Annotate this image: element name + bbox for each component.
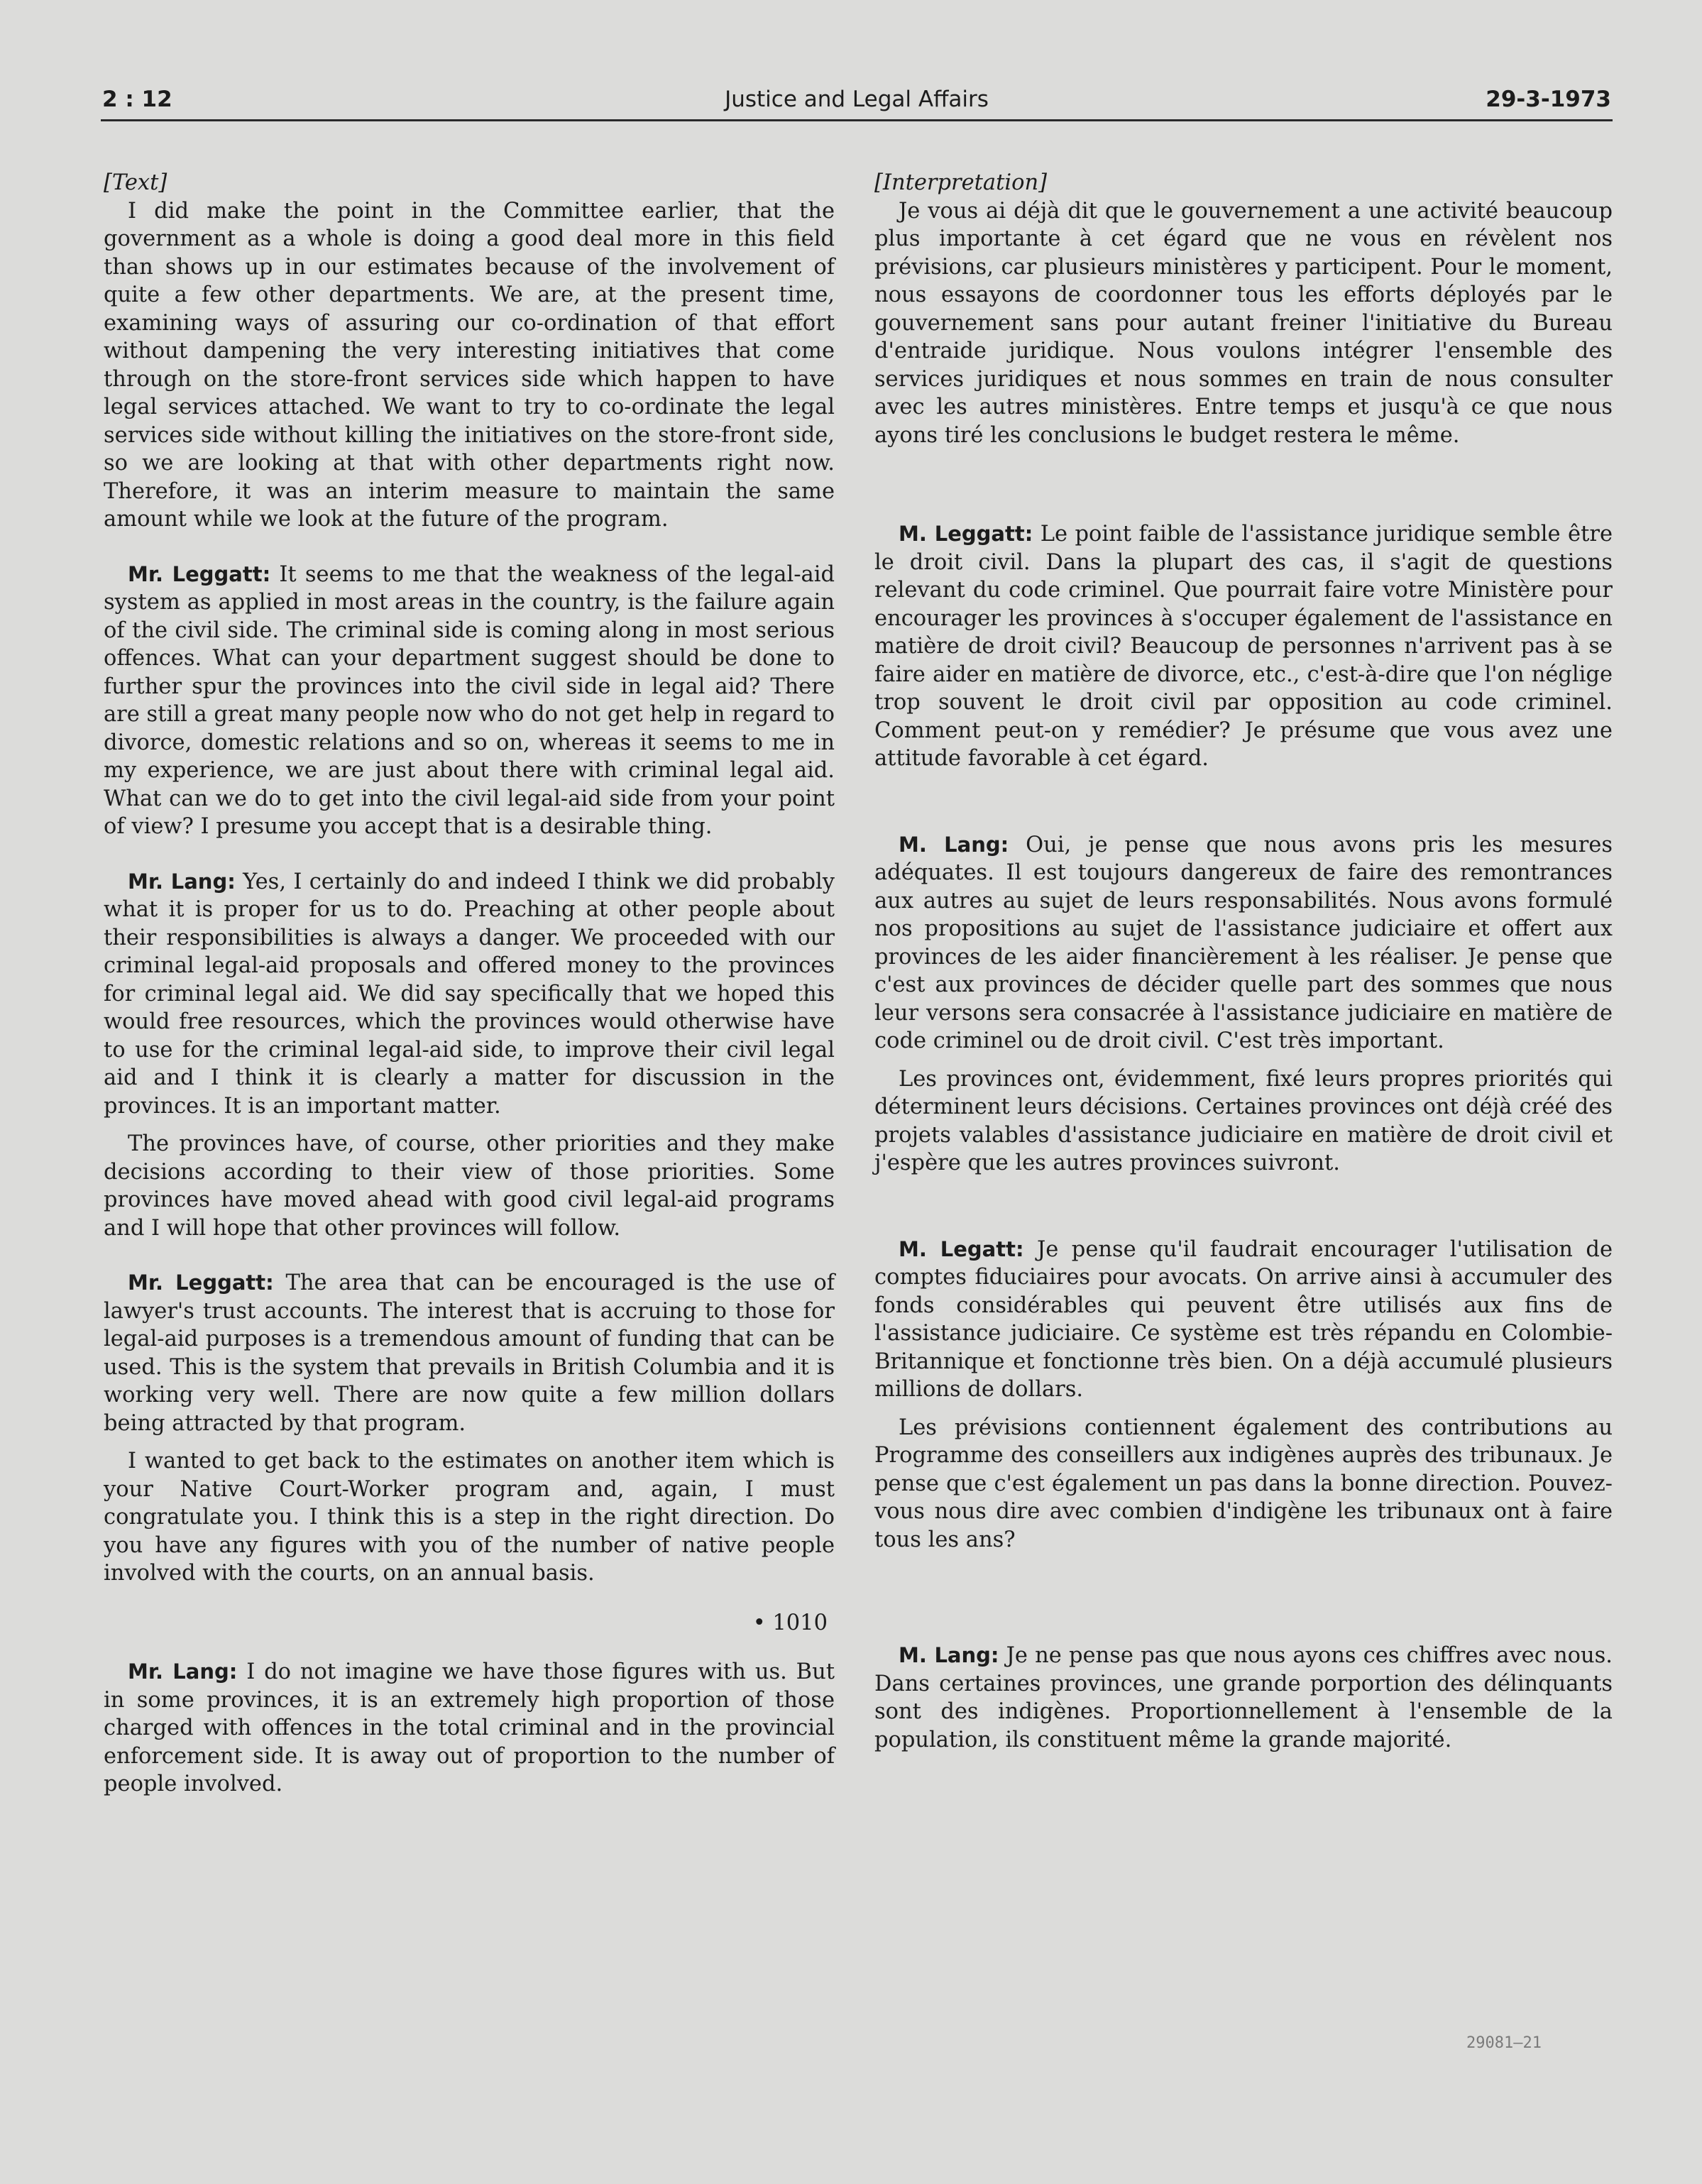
- speech-text: Je pense qu'il faudrait encourager l'utilisation de comptes fiduciaires pour avocats. On arrive ainsi à accumuler des fonds considérables qui peuvent être utilisés aux fins de l'assistance judiciaire. Ce système est très répandu en Colombie-Britannique et fonctionne très bien. On a déjà accumulé plusieurs millions de dollars.: [874, 1236, 1613, 1402]
- speech-text: I do not imagine we have those figures with us. But in some provinces, it is an extremely high proportion of those charged with offences in the total criminal and in the provincial enforcement side. It is away out of proportion to the number of people involved.: [104, 1659, 835, 1796]
- page-date: 29-3-1973: [1486, 87, 1611, 112]
- page-header: [101, 84, 1613, 121]
- footer-code: 29081—21: [1466, 2034, 1542, 2052]
- page-number: 2 : 12: [102, 87, 172, 112]
- french-column: [874, 169, 1613, 1754]
- french-paragraph-2: [874, 520, 1613, 773]
- speech-text: The area that can be encouraged is the use of lawyer's trust accounts. The interest that is accruing to those for legal-aid purposes is a tremendous amount of funding that can be used. This is the system that prevails in British Columbia and it is working very well. There are now quite a few million dollars being attracted by that program.: [104, 1271, 835, 1436]
- speaker-name: Mr. Leggatt:: [128, 1271, 274, 1295]
- english-paragraph-2: [104, 561, 835, 841]
- speech-text: Je ne pense pas que nous ayons ces chiffres avec nous. Dans certaines provinces, une grande porportion des délinquants sont des indigènes. Proportionnellement à l'ensemble de la population, ils constituent même la grande majorité.: [874, 1643, 1613, 1752]
- english-paragraph-1: I did make the point in the Committee earlier, that the government as a whole is doing a good deal more in this field than shows up in our estimates because of the involvement of quite a few other departments. We are, at the present time, examining ways of assuring our co-ordination of that effort without dampening the very interesting initiatives that come through on the store-front services side which happen to have legal services attached. We want to try to co-ordinate the legal services side without killing the initiatives on the store-front side, so we are looking at that with other departments right now. Therefore, it was an interim measure to maintain the same amount while we look at the future of the program.: [104, 198, 835, 532]
- time-mark: • 1010: [752, 1610, 828, 1635]
- speech-text: It seems to me that the weakness of the legal-aid system as applied in most areas in the country, is the failure again of the civil side. The criminal side is coming along in most serious offences. What can your department suggest should be done to further spur the provinces into the civil side in legal aid? There are still a great many people now who do not get help in regard to divorce, domestic relations and so on, whereas it seems to me in my experience, we are just about there with criminal legal aid. What can we do to get into the civil legal-aid side from your point of view? I presume you accept that is a desirable thing.: [104, 561, 835, 839]
- speaker-name: M. Lang:: [899, 832, 1009, 857]
- english-label: [Text]: [104, 170, 168, 195]
- speaker-name: M. Leggatt:: [899, 522, 1033, 546]
- english-paragraph-3: [104, 868, 835, 1121]
- publication-title: Justice and Legal Affairs: [725, 87, 989, 112]
- french-paragraph-3: [874, 831, 1613, 1055]
- french-paragraph-7: [874, 1642, 1613, 1754]
- french-paragraph-5: [874, 1236, 1613, 1404]
- english-paragraph-5: [104, 1269, 835, 1437]
- speech-text: Le point faible de l'assistance juridique semble être le droit civil. Dans la plupart des cas, il s'agit de questions relevant du code criminel. Que pourrait faire votre Ministère pour encourager les provinces à s'occuper également de l'assistance en matière de droit civil? Beaucoup de personnes n'arrivent pas à se faire aider en matière de divorce, etc., c'est-à-dire que l'on néglige trop souvent le droit civil par opposition au code criminel. Comment peut-on y remédier? Je présume que vous avez une attitude favorable à cet égard.: [874, 522, 1613, 771]
- french-label: [Interpretation]: [874, 170, 1047, 195]
- french-paragraph-4: Les provinces ont, évidemment, fixé leurs propres priorités qui déterminent leurs décisions. Certaines provinces ont déjà créé des projets valables d'assistance judiciaire en matière de droit civil et j'espère que les autres provinces suivront.: [874, 1066, 1613, 1175]
- english-paragraph-4: The provinces have, of course, other priorities and they make decisions according to their view of those priorities. Some provinces have moved ahead with good civil legal-aid programs and I will hope that other provinces will follow.: [104, 1131, 835, 1241]
- english-paragraph-7: [104, 1658, 835, 1799]
- speech-text: Oui, je pense que nous avons pris les mesures adéquates. Il est toujours dangereux de faire des remontrances aux autres au sujet de leurs responsabilités. Nous avons formulé nos propositions au sujet de l'assistance judiciaire et offert aux provinces de les aider financièrement à les réaliser. Je pense que c'est aux provinces de décider quelle part des sommes que nous leur versons sera consacrée à l'assistance judiciaire en matière de code criminel ou de droit civil. C'est très important.: [874, 832, 1613, 1053]
- french-paragraph-6: Les prévisions contiennent également des contributions au Programme des conseillers aux indigènes auprès des tribunaux. Je pense que c'est également un pas dans la bonne direction. Pouvez-vous nous dire avec combien d'indigène les tribunaux ont à faire tous les ans?: [874, 1415, 1613, 1552]
- speaker-name: M. Lang:: [899, 1643, 999, 1667]
- speaker-name: Mr. Leggatt:: [128, 561, 271, 586]
- english-paragraph-6: I wanted to get back to the estimates on another item which is your Native Court-Worker program and, again, I must congratulate you. I think this is a step in the right direction. Do you have any figures with you of the number of native people involved with the courts, on an annual basis.: [104, 1449, 835, 1586]
- french-paragraph-1: Je vous ai déjà dit que le gouvernement a une activité beaucoup plus importante à cet égard que ne vous en révèlent nos prévisions, car plusieurs ministères y participent. Pour le moment, nous essayons de coordonner tous les efforts déployés par le gouvernement sans pour autant freiner l'initiative du Bureau d'entraide juridique. Nous voulons intégrer l'ensemble des services juridiques et nous sommes en train de nous consulter avec les autres ministères. Entre temps et jusqu'à ce que nous ayons tiré les conclusions le budget restera le même.: [874, 198, 1613, 448]
- speaker-name: Mr. Lang:: [128, 1659, 238, 1684]
- speaker-name: M. Legatt:: [899, 1236, 1024, 1261]
- speaker-name: Mr. Lang:: [128, 869, 236, 894]
- english-column: [104, 169, 835, 1799]
- speech-text: Yes, I certainly do and indeed I think we did probably what it is proper for us to do. Preaching at other people about their responsibilities is always a danger. We proceeded with our criminal legal-aid proposals and offered money to the provinces for criminal legal aid. We did say specifically that we hoped this would free resources, which the provinces would otherwise have to use for the criminal legal-aid side, to improve their civil legal aid and I think it is clearly a matter for discussion in the provinces. It is an important matter.: [104, 869, 835, 1119]
